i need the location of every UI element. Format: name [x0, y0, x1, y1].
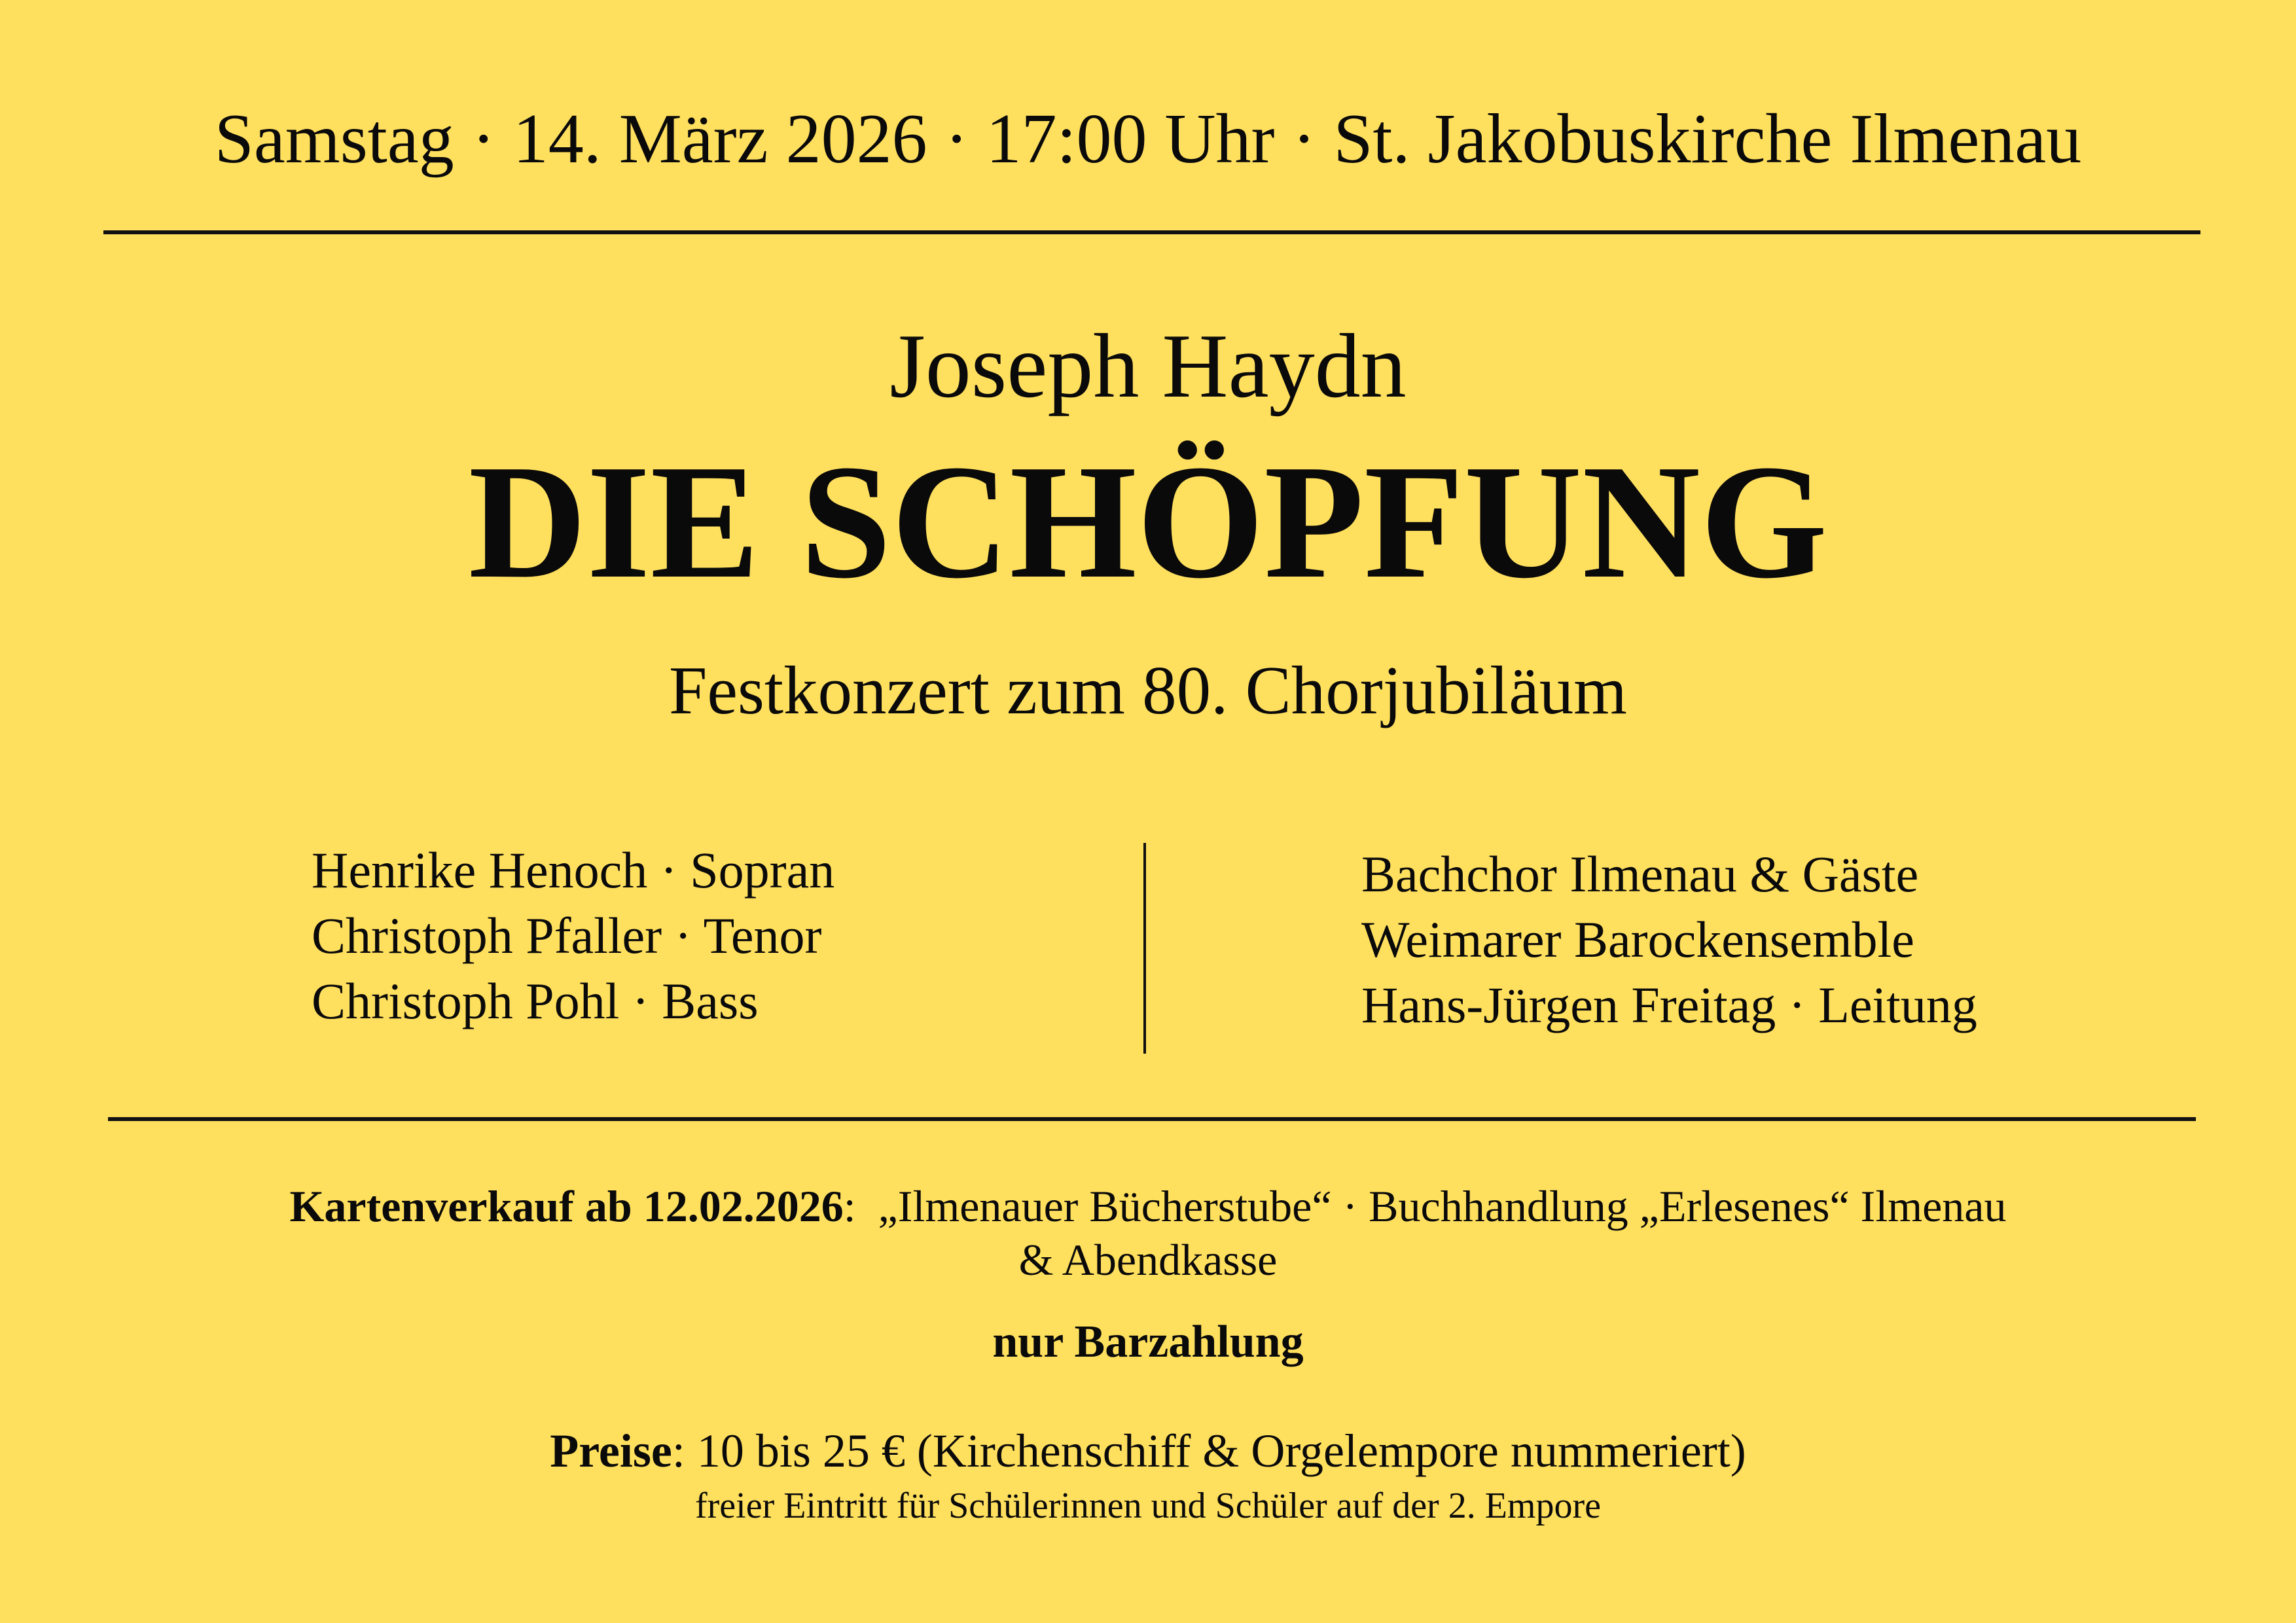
ticket-sales-info	[0, 1179, 2296, 1287]
payment-note: nur Barzahlung	[992, 1317, 1304, 1367]
prices-info	[0, 1421, 2296, 1480]
bottom-divider-line	[108, 1117, 2196, 1121]
ticket-sales-separator: :	[843, 1181, 856, 1231]
ensemble-orchestra: Weimarer Barockensemble	[1361, 911, 1914, 968]
event-date-location: Samstag · 14. März 2026 · 17:00 Uhr · St. Jakobuskirche Ilmenau	[214, 100, 2082, 178]
ticket-sales-label: Kartenverkauf ab 12.02.2026	[289, 1181, 844, 1231]
soloists-list	[312, 838, 834, 1034]
composer-name: Joseph Haydn	[889, 315, 1407, 417]
ticket-outlets-line2: & Abendkasse	[1018, 1235, 1278, 1285]
prices-label: Preise	[550, 1425, 672, 1477]
prices-text: : 10 bis 25 € (Kirchenschiff & Orgelempore nummeriert)	[672, 1425, 1746, 1477]
soloist-bass: Christoph Pohl · Bass	[312, 972, 759, 1029]
free-entry-note: freier Eintritt für Schülerinnen und Schüler auf der 2. Empore	[695, 1486, 1601, 1526]
top-divider-line	[103, 230, 2200, 234]
soloist-tenor: Christoph Pfaller · Tenor	[312, 907, 822, 964]
soloist-soprano: Henrike Henoch · Sopran	[312, 842, 835, 899]
ensemble-choir: Bachchor Ilmenau & Gäste	[1361, 846, 1919, 902]
work-title: DIE SCHÖPFUNG	[468, 431, 1828, 613]
ticket-sales-line	[0, 1179, 2296, 1233]
vertical-divider	[1143, 843, 1146, 1054]
ticket-outlets: „Ilmenauer Bücherstube“ · Buchhandlung „Erlesenes“ Ilmenau	[878, 1181, 2007, 1231]
ensembles-list	[1361, 842, 1977, 1038]
conductor: Hans-Jürgen Freitag · Leitung	[1361, 976, 1977, 1033]
concert-subtitle: Festkonzert zum 80. Chorjubiläum	[669, 652, 1627, 728]
